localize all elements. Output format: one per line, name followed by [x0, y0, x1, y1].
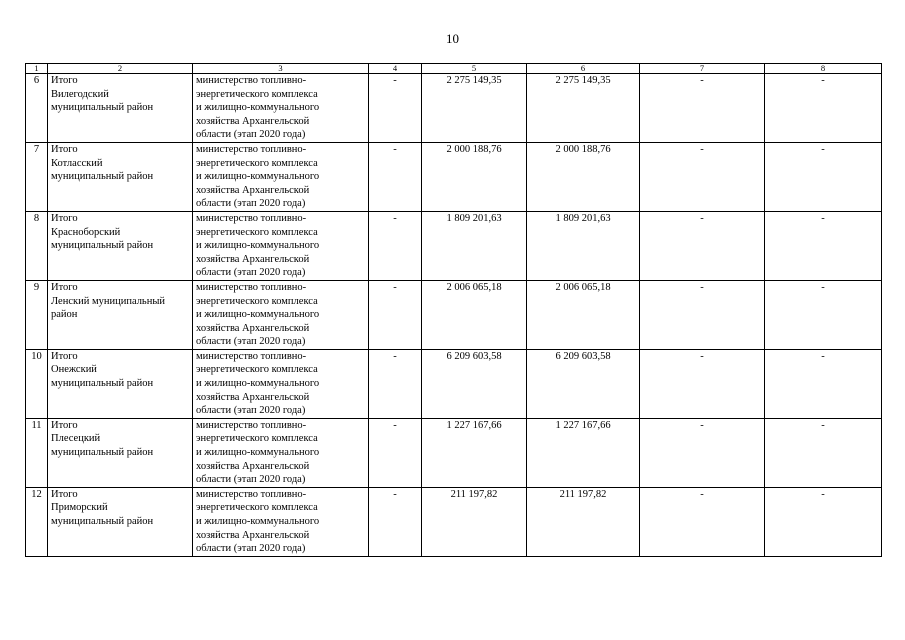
col7-cell: -: [640, 74, 765, 143]
table-row: [26, 142, 882, 211]
col5-amount-cell: 1 809 201,63: [422, 211, 527, 280]
district-cell: Итого Плесецкий муниципальный район: [48, 418, 193, 487]
col7-cell: -: [640, 418, 765, 487]
col6-amount-cell: 2 000 188,76: [527, 142, 640, 211]
table-row: [26, 74, 882, 143]
table-row: [26, 211, 882, 280]
col7-cell: -: [640, 487, 765, 556]
district-cell: Итого Онежский муниципальный район: [48, 349, 193, 418]
table-row: [26, 280, 882, 349]
col4-cell: -: [369, 349, 422, 418]
col5-amount-cell: 2 275 149,35: [422, 74, 527, 143]
district-cell: Итого Котласский муниципальный район: [48, 142, 193, 211]
column-number: 6: [527, 64, 640, 74]
col6-amount-cell: 1 809 201,63: [527, 211, 640, 280]
col6-amount-cell: 1 227 167,66: [527, 418, 640, 487]
col4-cell: -: [369, 487, 422, 556]
row-number: 7: [26, 142, 48, 211]
column-number-row: [26, 64, 882, 74]
col4-cell: -: [369, 211, 422, 280]
col8-cell: -: [765, 487, 882, 556]
col7-cell: -: [640, 142, 765, 211]
col7-cell: -: [640, 280, 765, 349]
column-number: 2: [48, 64, 193, 74]
col8-cell: -: [765, 211, 882, 280]
col7-cell: -: [640, 211, 765, 280]
row-number: 12: [26, 487, 48, 556]
col4-cell: -: [369, 142, 422, 211]
row-number: 10: [26, 349, 48, 418]
col6-amount-cell: 6 209 603,58: [527, 349, 640, 418]
col7-cell: -: [640, 349, 765, 418]
column-number: 1: [26, 64, 48, 74]
col5-amount-cell: 1 227 167,66: [422, 418, 527, 487]
ministry-cell: министерство топливно- энергетического комплекса и жилищно-коммунального хозяйства Архангельской области (этап 2020 года): [193, 142, 369, 211]
row-number: 8: [26, 211, 48, 280]
row-number: 11: [26, 418, 48, 487]
col4-cell: -: [369, 280, 422, 349]
col6-amount-cell: 211 197,82: [527, 487, 640, 556]
table-row: [26, 487, 882, 556]
column-number: 8: [765, 64, 882, 74]
col6-amount-cell: 2 275 149,35: [527, 74, 640, 143]
col8-cell: -: [765, 418, 882, 487]
col8-cell: -: [765, 74, 882, 143]
table-row: [26, 418, 882, 487]
ministry-cell: министерство топливно- энергетического комплекса и жилищно-коммунального хозяйства Архангельской области (этап 2020 года): [193, 280, 369, 349]
district-cell: Итого Красноборский муниципальный район: [48, 211, 193, 280]
col4-cell: -: [369, 74, 422, 143]
col4-cell: -: [369, 418, 422, 487]
district-cell: Итого Ленский муниципальный район: [48, 280, 193, 349]
ministry-cell: министерство топливно- энергетического комплекса и жилищно-коммунального хозяйства Архангельской области (этап 2020 года): [193, 211, 369, 280]
col5-amount-cell: 2 006 065,18: [422, 280, 527, 349]
col8-cell: -: [765, 349, 882, 418]
table-row: [26, 349, 882, 418]
col8-cell: -: [765, 280, 882, 349]
row-number: 6: [26, 74, 48, 143]
col5-amount-cell: 2 000 188,76: [422, 142, 527, 211]
col8-cell: -: [765, 142, 882, 211]
col5-amount-cell: 6 209 603,58: [422, 349, 527, 418]
column-number: 3: [193, 64, 369, 74]
column-number: 5: [422, 64, 527, 74]
ministry-cell: министерство топливно- энергетического комплекса и жилищно-коммунального хозяйства Архангельской области (этап 2020 года): [193, 349, 369, 418]
ministry-cell: министерство топливно- энергетического комплекса и жилищно-коммунального хозяйства Архангельской области (этап 2020 года): [193, 74, 369, 143]
district-cell: Итого Приморский муниципальный район: [48, 487, 193, 556]
col5-amount-cell: 211 197,82: [422, 487, 527, 556]
col6-amount-cell: 2 006 065,18: [527, 280, 640, 349]
ministry-cell: министерство топливно- энергетического комплекса и жилищно-коммунального хозяйства Архангельской области (этап 2020 года): [193, 487, 369, 556]
ministry-cell: министерство топливно- энергетического комплекса и жилищно-коммунального хозяйства Архангельской области (этап 2020 года): [193, 418, 369, 487]
budget-table: [25, 63, 882, 557]
column-number: 4: [369, 64, 422, 74]
district-cell: Итого Вилегодский муниципальный район: [48, 74, 193, 143]
column-number: 7: [640, 64, 765, 74]
row-number: 9: [26, 280, 48, 349]
page-number: 10: [446, 31, 459, 46]
